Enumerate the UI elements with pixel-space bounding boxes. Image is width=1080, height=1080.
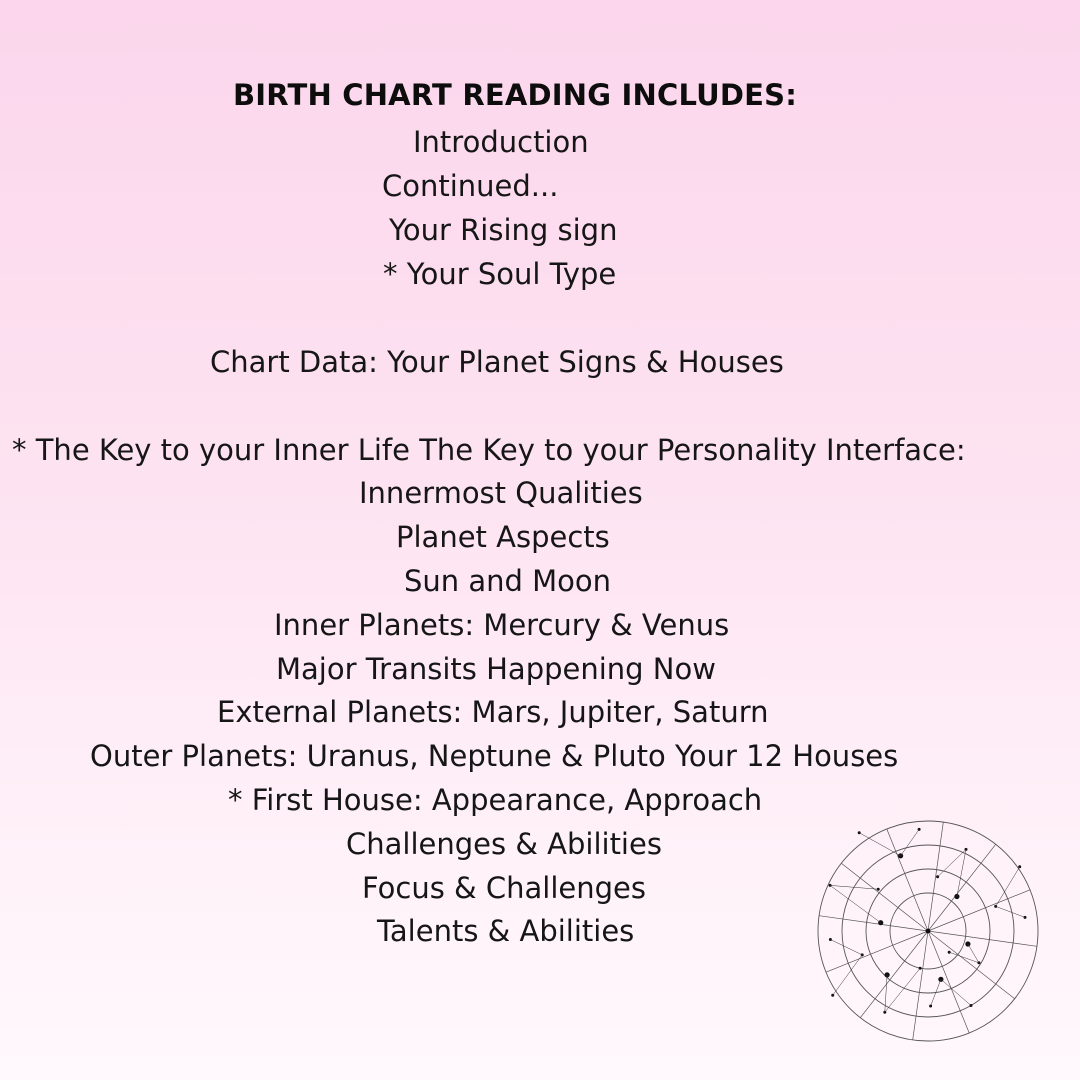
list-item-soul-type: * Your Soul Type [383, 257, 617, 291]
wheel-center [926, 929, 931, 934]
wheel-star [1024, 916, 1027, 919]
list-item-rising-sign: Your Rising sign [389, 213, 618, 247]
wheel-constellation-link [957, 849, 966, 896]
wheel-constellation-link [830, 940, 862, 955]
list-item-continued: Continued... [382, 169, 559, 203]
list-item-challenges-abilities: Challenges & Abilities [346, 827, 662, 861]
wheel-star [898, 853, 903, 858]
wheel-constellation-link [859, 833, 900, 856]
list-item-outer-planets: Outer Planets: Uranus, Neptune & Pluto Your 12 Houses [90, 739, 899, 773]
wheel-constellation-link [996, 867, 1020, 907]
wheel-star [1018, 865, 1021, 868]
wheel-constellation-link [968, 944, 979, 963]
list-item-planet-aspects: Planet Aspects [396, 520, 610, 554]
wheel-constellation-link [830, 885, 881, 922]
wheel-constellation-link [941, 979, 971, 1005]
page-title: BIRTH CHART READING INCLUDES: [232, 78, 798, 112]
list-item-first-house: * First House: Appearance, Approach [228, 783, 763, 817]
wheel-star [977, 961, 980, 964]
wheel-constellation-link [901, 829, 920, 855]
list-item-external-planets: External Planets: Mars, Jupiter, Saturn [217, 695, 769, 729]
list-item-focus-challenges: Focus & Challenges [362, 871, 646, 905]
wheel-constellation-link [885, 968, 920, 1012]
list-item-inner-planets: Inner Planets: Mercury & Venus [274, 608, 730, 642]
list-item-sun-and-moon: Sun and Moon [404, 564, 612, 598]
wheel-star [929, 1005, 932, 1008]
list-item-major-transits: Major Transits Happening Now [276, 652, 716, 686]
wheel-constellation-link [830, 885, 878, 889]
wheel-constellation-link [949, 952, 979, 963]
list-item-key-inner-life: * The Key to your Inner Life The Key to your Personality Interface: [12, 433, 966, 467]
list-item-talents-abilities: Talents & Abilities [377, 914, 635, 948]
list-item-introduction: Introduction [413, 125, 589, 159]
list-item-chart-data: Chart Data: Your Planet Signs & Houses [210, 345, 784, 379]
wheel-constellation-link [996, 906, 1025, 917]
list-item-innermost-qualities: Innermost Qualities [359, 476, 643, 510]
zodiac-wheel-icon [798, 800, 1054, 1056]
